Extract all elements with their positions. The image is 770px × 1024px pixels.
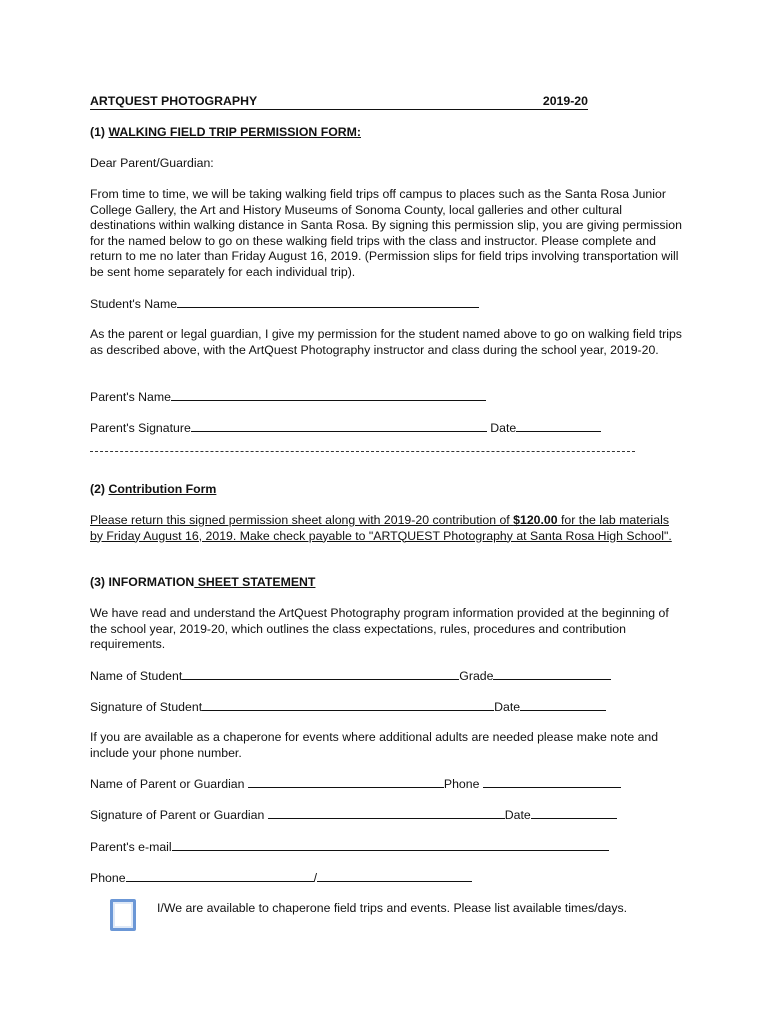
phone-separator: / xyxy=(313,871,317,885)
contribution-amount: $120.00 xyxy=(513,513,558,527)
consent-text: As the parent or legal guardian, I give my permission for the student named above to go on walking field trips as described above, with the ArtQuest Photography instructor and class during the school year, 2019-20. xyxy=(90,327,682,357)
phone2-label: Phone xyxy=(90,871,126,885)
section2-heading xyxy=(90,482,682,498)
chaperone-checkbox[interactable] xyxy=(110,899,136,931)
guardian-name-field[interactable] xyxy=(248,776,444,788)
chaperone-text: If you are available as a chaperone for events where additional adults are needed please make note and include your phone number. xyxy=(90,730,659,760)
greeting: Dear Parent/Guardian: xyxy=(90,156,214,170)
grade-field[interactable] xyxy=(493,668,611,680)
guardian-signature-label: Signature of Parent or Guardian xyxy=(90,808,268,822)
section1-heading xyxy=(90,125,682,141)
guardian-phone-field[interactable] xyxy=(483,776,621,788)
guardian-phone-line xyxy=(90,776,682,793)
phone-line xyxy=(90,870,682,887)
guardian-date-field[interactable] xyxy=(531,807,617,819)
student-date-label: Date xyxy=(494,700,521,714)
parent-signature-field[interactable] xyxy=(191,420,487,432)
guardian-date-label: Date xyxy=(504,808,531,822)
signature-of-student-label: Signature of Student xyxy=(90,700,203,714)
date-field[interactable] xyxy=(516,420,601,432)
student-name-line xyxy=(90,296,682,313)
section1-number: (1) xyxy=(90,125,109,139)
student-name-field[interactable] xyxy=(177,296,479,308)
section3-body: We have read and understand the ArtQuest Photography program information provided at the beginning of the school year, 2019-20, which outlines the class expectations, rules, procedures and contribution requirements. xyxy=(90,606,669,651)
name-of-student-label: Name of Student xyxy=(90,669,183,683)
email-line xyxy=(90,839,682,856)
section3-heading xyxy=(90,575,682,591)
section2-title: Contribution Form xyxy=(108,482,217,496)
header-title: ARTQUEST PHOTOGRAPHY xyxy=(90,94,258,108)
chaperone-checkbox-label: I/We are available to chaperone field trips and events. Please list available times/days. xyxy=(157,901,628,915)
phone-field-1[interactable] xyxy=(126,870,314,882)
date-label: Date xyxy=(490,421,517,435)
cut-line-divider xyxy=(90,451,635,452)
guardian-signature-line xyxy=(90,807,682,824)
email-field[interactable] xyxy=(172,839,609,851)
section3-title-part2: SHEET STATEMENT xyxy=(194,575,316,589)
section3-title-part1: (3) INFORMATION xyxy=(90,575,195,589)
parent-name-field[interactable] xyxy=(171,389,486,401)
section1-body: From time to time, we will be taking walking field trips off campus to places such as the Santa Rosa Junior College Gallery, the Art and History Museums of Sonoma County, local galleries and other cultural destinations within walking distance in Santa Rosa. By signing this permission slip, you are giving permission for the named below to go on these walking field trips with the class and instructor. Please complete and return to me no later than Friday August 16, 2019. (Permission slips for field trips involving transportation will be sent home separately for each individual trip). xyxy=(90,187,682,279)
contribution-text-after: for the lab materials by Friday August 16, 2019. Make check payable to "ARTQUEST Photography at Santa Rosa High School". xyxy=(90,513,672,543)
grade-label: Grade xyxy=(459,669,494,683)
signature-of-student-field[interactable] xyxy=(202,699,494,711)
document-header xyxy=(90,94,588,110)
student-grade-line xyxy=(90,668,682,685)
parent-signature-line xyxy=(90,420,682,437)
guardian-phone-label: Phone xyxy=(443,777,483,791)
contribution-text xyxy=(90,513,682,544)
header-year: 2019-20 xyxy=(542,94,588,108)
parent-name-line xyxy=(90,389,682,406)
email-label: Parent's e-mail xyxy=(90,840,172,854)
student-signature-line xyxy=(90,699,682,716)
section2-number: (2) xyxy=(90,482,109,496)
student-date-field[interactable] xyxy=(520,699,606,711)
parent-name-label: Parent's Name xyxy=(90,390,171,404)
phone-field-2[interactable] xyxy=(317,870,472,882)
student-name-label: Student's Name xyxy=(90,297,178,311)
section1-title: WALKING FIELD TRIP PERMISSION FORM: xyxy=(108,125,361,139)
guardian-signature-field[interactable] xyxy=(268,807,505,819)
parent-signature-label: Parent's Signature xyxy=(90,421,191,435)
contribution-text-before: Please return this signed permission sheet along with 2019-20 contribution of xyxy=(90,513,514,527)
name-of-student-field[interactable] xyxy=(182,668,459,680)
guardian-name-label: Name of Parent or Guardian xyxy=(90,777,248,791)
